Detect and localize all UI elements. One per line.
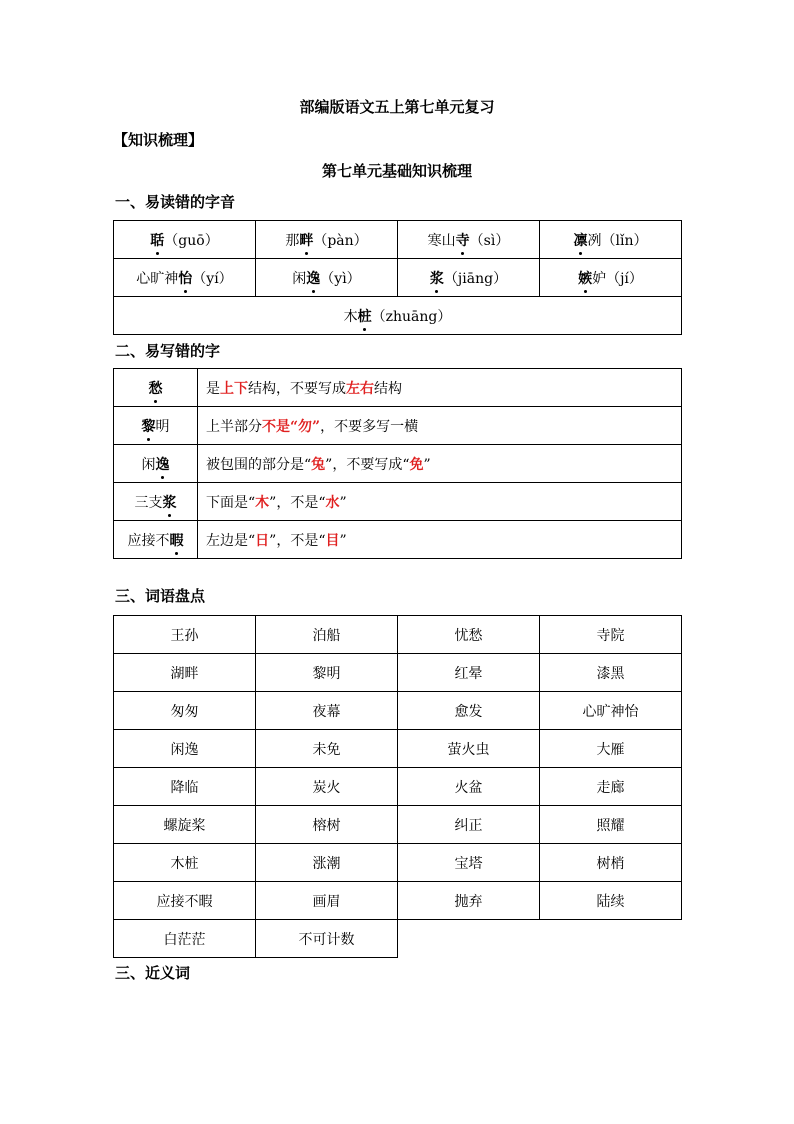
vocabulary-cell: 走廊	[540, 768, 682, 806]
key-character: 黎	[142, 416, 156, 436]
key-character: 怡	[178, 268, 192, 288]
table-row	[114, 483, 682, 521]
vocabulary-cell: 红晕	[398, 654, 540, 692]
table-row	[114, 407, 682, 445]
text-suffix: （yì）	[320, 270, 361, 287]
vocabulary-cell: 匆匆	[114, 692, 256, 730]
emphasis-text: 左右	[346, 380, 374, 397]
vocabulary-cell: 纠正	[398, 806, 540, 844]
word-cell	[114, 445, 198, 483]
pronunciation-cell	[114, 259, 256, 297]
table-row	[114, 445, 682, 483]
pronunciation-cell	[256, 221, 398, 259]
plain-text: ”，不要写成“	[325, 456, 410, 473]
key-character: 浆	[163, 492, 177, 512]
text-prefix: 那	[285, 232, 300, 249]
key-character: 逸	[156, 454, 170, 474]
vocabulary-cell: 白茫茫	[114, 920, 256, 958]
emphasis-text: 兔	[311, 456, 326, 473]
key-character: 愁	[149, 378, 163, 398]
table-row	[114, 806, 682, 844]
heading-pronunciation: 一、易读错的字音	[115, 193, 236, 211]
heading-synonyms: 三、近义词	[115, 964, 191, 982]
plain-text: ”	[423, 456, 431, 473]
key-character: 寺	[456, 230, 470, 250]
description-cell	[198, 445, 682, 483]
text-prefix: 应接不	[127, 532, 170, 549]
key-character: 桩	[358, 306, 372, 326]
description-cell	[198, 483, 682, 521]
vocabulary-cell: 湖畔	[114, 654, 256, 692]
vocabulary-cell: 愈发	[398, 692, 540, 730]
vocabulary-cell: 不可计数	[256, 920, 398, 958]
heading-writing: 二、易写错的字	[115, 342, 221, 360]
plain-text: 结构	[374, 380, 402, 397]
vocabulary-cell: 画眉	[256, 882, 398, 920]
pronunciation-cell	[256, 259, 398, 297]
vocabulary-cell: 心旷神怡	[540, 692, 682, 730]
pronunciation-table	[113, 220, 682, 335]
text-suffix: （jiāng）	[443, 270, 508, 287]
text-prefix: 木	[343, 308, 358, 325]
emphasis-text: 上下	[220, 380, 248, 397]
plain-text: 上半部分	[206, 418, 262, 435]
vocabulary-cell: 大雁	[540, 730, 682, 768]
text-suffix: （guō）	[164, 232, 219, 249]
vocabulary-cell: 涨潮	[256, 844, 398, 882]
text-prefix: 寒山	[427, 232, 456, 249]
vocabulary-cell: 萤火虫	[398, 730, 540, 768]
table-row	[114, 730, 682, 768]
vocabulary-cell: 螺旋桨	[114, 806, 256, 844]
pronunciation-cell	[398, 221, 540, 259]
plain-text: 左边是“	[206, 532, 256, 549]
text-suffix: （zhuāng）	[371, 308, 452, 325]
empty-cell	[398, 920, 540, 958]
empty-cell	[540, 920, 682, 958]
text-prefix: 三支	[134, 494, 163, 511]
vocabulary-cell: 夜幕	[256, 692, 398, 730]
vocabulary-cell: 黎明	[256, 654, 398, 692]
pronunciation-cell	[540, 259, 682, 297]
heading-vocabulary: 三、词语盘点	[115, 587, 206, 605]
text-prefix: 闲	[141, 456, 156, 473]
word-cell	[114, 483, 198, 521]
pronunciation-cell	[114, 297, 682, 335]
vocabulary-cell: 漆黑	[540, 654, 682, 692]
vocabulary-cell: 照耀	[540, 806, 682, 844]
vocabulary-cell: 降临	[114, 768, 256, 806]
pronunciation-cell	[540, 221, 682, 259]
plain-text: ”	[339, 494, 347, 511]
vocabulary-cell: 炭火	[256, 768, 398, 806]
vocabulary-cell: 王孙	[114, 616, 256, 654]
description-cell	[198, 521, 682, 559]
table-row	[114, 616, 682, 654]
text-prefix: 闲	[292, 270, 307, 287]
emphasis-text: 木	[255, 494, 270, 511]
text-prefix: 心旷神	[136, 270, 179, 287]
key-character: 凛	[574, 230, 588, 250]
section-label: 【知识梳理】	[113, 131, 204, 149]
vocabulary-table	[113, 615, 682, 958]
vocabulary-cell: 抛弃	[398, 882, 540, 920]
document-title: 部编版语文五上第七单元复习	[299, 98, 495, 116]
key-character: 浆	[430, 268, 444, 288]
writing-table	[113, 368, 682, 559]
table-row	[114, 844, 682, 882]
emphasis-text: 日	[255, 532, 270, 549]
vocabulary-cell: 寺院	[540, 616, 682, 654]
word-cell	[114, 521, 198, 559]
plain-text: 被包围的部分是“	[206, 456, 312, 473]
table-row	[114, 221, 682, 259]
plain-text: ”，不是“	[269, 494, 326, 511]
table-row	[114, 297, 682, 335]
text-suffix: 冽（lǐn）	[587, 232, 648, 249]
key-character: 聒	[150, 230, 164, 250]
vocabulary-cell: 木桩	[114, 844, 256, 882]
description-cell	[198, 407, 682, 445]
vocabulary-cell: 榕树	[256, 806, 398, 844]
vocabulary-cell: 陆续	[540, 882, 682, 920]
vocabulary-cell: 宝塔	[398, 844, 540, 882]
emphasis-text: 水	[325, 494, 340, 511]
key-character: 嫉	[578, 268, 592, 288]
table-row	[114, 521, 682, 559]
key-character: 暇	[170, 530, 184, 550]
table-row	[114, 654, 682, 692]
table-row	[114, 768, 682, 806]
table-row	[114, 369, 682, 407]
unit-title: 第七单元基础知识梳理	[321, 162, 472, 180]
vocabulary-cell: 未免	[256, 730, 398, 768]
vocabulary-cell: 树梢	[540, 844, 682, 882]
table-row	[114, 259, 682, 297]
pronunciation-cell	[398, 259, 540, 297]
text-suffix: 明	[155, 418, 170, 435]
emphasis-text: 目	[325, 532, 340, 549]
table-row	[114, 692, 682, 730]
key-character: 逸	[306, 268, 320, 288]
text-suffix: 妒（jí）	[592, 270, 643, 287]
emphasis-text: 免	[409, 456, 424, 473]
key-character: 畔	[299, 230, 313, 250]
plain-text: ，不要多写一横	[320, 418, 419, 435]
word-cell	[114, 369, 198, 407]
plain-text: ”	[339, 532, 347, 549]
vocabulary-cell: 泊船	[256, 616, 398, 654]
word-cell	[114, 407, 198, 445]
pronunciation-cell	[114, 221, 256, 259]
emphasis-text: 不是“勿”	[262, 418, 321, 435]
text-suffix: （yí）	[192, 270, 233, 287]
vocabulary-cell: 火盆	[398, 768, 540, 806]
vocabulary-cell: 闲逸	[114, 730, 256, 768]
text-suffix: （sì）	[469, 232, 510, 249]
plain-text: ”，不是“	[269, 532, 326, 549]
table-row	[114, 920, 682, 958]
description-cell	[198, 369, 682, 407]
table-row	[114, 882, 682, 920]
plain-text: 是	[206, 380, 220, 397]
plain-text: 下面是“	[206, 494, 256, 511]
text-suffix: （pàn）	[313, 232, 368, 249]
plain-text: 结构，不要写成	[248, 380, 346, 397]
vocabulary-cell: 忧愁	[398, 616, 540, 654]
vocabulary-cell: 应接不暇	[114, 882, 256, 920]
